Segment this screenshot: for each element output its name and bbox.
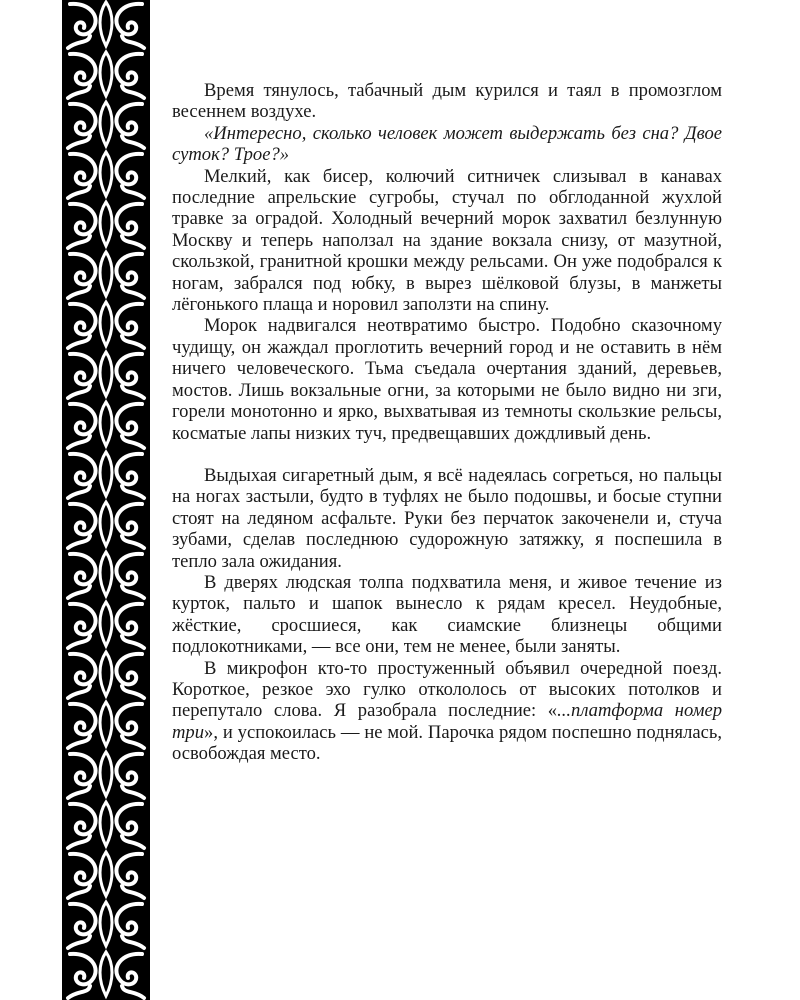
ornament-stroke — [100, 952, 112, 996]
ornament-stroke — [100, 352, 112, 396]
ornament-stroke — [100, 52, 112, 96]
ornament-stroke — [122, 786, 144, 798]
ornament-stroke — [122, 536, 144, 548]
ornament-stroke — [122, 836, 144, 848]
ornament-stroke — [116, 704, 142, 735]
ornament-stroke — [68, 486, 90, 498]
ornament-stroke — [100, 502, 112, 546]
ornament-stroke — [100, 202, 112, 246]
ornament-stroke — [100, 452, 112, 496]
ornament-stroke — [68, 86, 90, 98]
ornament-stroke — [116, 254, 142, 285]
ornament-stroke — [122, 286, 144, 298]
ornament-stroke — [68, 186, 90, 198]
ornament-stroke — [116, 104, 142, 135]
ornament-stroke — [70, 854, 96, 885]
ornament-stroke — [70, 704, 96, 735]
announcement-quote: ...платформа номер три — [172, 700, 723, 743]
paragraph: Выдыхая сигаретный дым, я всё надеялась согреться, но пальцы на ногах застыли, будто в туфлях не было подошвы, и босые ступни стоят на ледяном асфальте. Руки без перчаток закоченели и, стуча зубами, сделав последнюю судорожную затяжку, я поспешила в тепло зала ожидания. — [172, 464, 722, 572]
paragraph: Мелкий, как бисер, колючий ситничек слизывал в канавах последние апрельские сугробы, стучал по обглоданной жухлой травке за оградой. Холодный вечерний морок захватил безлунную Москву и теперь наползал на здание вокзала снизу, от мазутной, скользкой, гранитной крошки между рельсами. Он уже подобрался к ногам, забрался под юбку, в вырез шёлковой блузы, в манжеты лёгонького плаща и норовил заползти на спину. — [172, 165, 722, 316]
ornament-stroke — [122, 236, 144, 248]
ornament-stroke — [100, 2, 112, 46]
book-page-text — [172, 80, 722, 765]
ornament-stroke — [122, 686, 144, 698]
ornament-motif — [68, 902, 144, 948]
ornament-stroke — [68, 336, 90, 348]
ornament-motif — [68, 352, 144, 398]
ornament-stroke — [68, 586, 90, 598]
ornament-stroke — [70, 404, 96, 435]
ornament-stroke — [122, 486, 144, 498]
ornament-stroke — [116, 304, 142, 335]
paragraph: В дверях людская толпа подхватила меня, и живое течение из курток, пальто и шапок вынесло к рядам кресел. Неудобные, жёсткие, сросшиеся, как сиамские близнецы общими подлокотниками, — все они, тем не менее, были заняты. — [172, 571, 722, 658]
ornament-stroke — [70, 454, 96, 485]
ornament-stroke — [70, 954, 96, 985]
ornament-stroke — [68, 986, 90, 998]
ornament-motif — [68, 452, 144, 498]
ornament-motif — [68, 2, 144, 48]
ornament-stroke — [100, 102, 112, 146]
ornament-stroke — [70, 104, 96, 135]
section-break — [172, 444, 722, 465]
ornament-stroke — [100, 402, 112, 446]
ornament-motif — [68, 502, 144, 548]
ornament-stroke — [122, 736, 144, 748]
ornament-stroke — [70, 504, 96, 535]
ornament-stroke — [70, 304, 96, 335]
ornament-stroke — [70, 754, 96, 785]
ornament-stroke — [70, 604, 96, 635]
ornament-stroke — [100, 852, 112, 896]
ornament-stroke — [116, 204, 142, 235]
ornament-stroke — [68, 236, 90, 248]
ornament-stroke — [70, 154, 96, 185]
paragraph: Морок надвигался неотвратимо быстро. Подобно сказочному чудищу, он жаждал проглотить вечерний город и не оставить в нём ничего человеческого. Тьма съедала очертания зданий, деревьев, мостов. Лишь вокзальные огни, за которыми не было видно ни зги, горели монотонно и ярко, выхватывая из темноты скользкие рельсы, косматые лапы низких туч, предвещавших дождливый день. — [172, 315, 722, 444]
ornament-stroke — [122, 186, 144, 198]
ornament-motif — [68, 702, 144, 748]
ornament-stroke — [122, 336, 144, 348]
ornament-pattern — [62, 0, 150, 1000]
ornament-stroke — [68, 736, 90, 748]
ornament-stroke — [116, 554, 142, 585]
ornament-stroke — [116, 504, 142, 535]
ornament-stroke — [116, 4, 142, 35]
ornament-stroke — [68, 536, 90, 548]
decorative-border-ornament — [62, 0, 150, 1000]
ornament-stroke — [122, 386, 144, 398]
ornament-stroke — [70, 254, 96, 285]
ornament-stroke — [68, 786, 90, 798]
ornament-stroke — [70, 804, 96, 835]
ornament-motif — [68, 602, 144, 648]
ornament-stroke — [70, 554, 96, 585]
ornament-motif — [68, 152, 144, 198]
ornament-stroke — [68, 886, 90, 898]
ornament-stroke — [122, 86, 144, 98]
paragraph-italic-thought: «Интересно, сколько человек может выдержать без сна? Двое суток? Трое?» — [172, 122, 722, 166]
ornament-stroke — [100, 302, 112, 346]
ornament-stroke — [100, 252, 112, 296]
ornament-stroke — [116, 904, 142, 935]
ornament-stroke — [68, 636, 90, 648]
ornament-stroke — [68, 686, 90, 698]
ornament-stroke — [116, 954, 142, 985]
ornament-stroke — [100, 552, 112, 596]
ornament-stroke — [116, 154, 142, 185]
ornament-stroke — [68, 36, 90, 48]
ornament-stroke — [122, 586, 144, 598]
ornament-motif — [68, 302, 144, 348]
ornament-motif — [68, 252, 144, 298]
ornament-motif — [68, 552, 144, 598]
ornament-stroke — [100, 902, 112, 946]
ornament-stroke — [116, 454, 142, 485]
ornament-stroke — [100, 602, 112, 646]
ornament-stroke — [116, 754, 142, 785]
ornament-stroke — [68, 136, 90, 148]
ornament-stroke — [122, 436, 144, 448]
ornament-stroke — [100, 752, 112, 796]
ornament-stroke — [70, 204, 96, 235]
ornament-stroke — [116, 854, 142, 885]
ornament-stroke — [122, 986, 144, 998]
ornament-stroke — [68, 436, 90, 448]
ornament-motif — [68, 52, 144, 98]
ornament-stroke — [70, 654, 96, 685]
ornament-stroke — [100, 702, 112, 746]
ornament-stroke — [122, 636, 144, 648]
ornament-stroke — [122, 886, 144, 898]
ornament-stroke — [70, 904, 96, 935]
ornament-stroke — [122, 136, 144, 148]
ornament-motif — [68, 802, 144, 848]
ornament-stroke — [70, 354, 96, 385]
ornament-motif — [68, 652, 144, 698]
ornament-stroke — [68, 386, 90, 398]
paragraph: В микрофон кто-то простуженный объявил очередной поезд. Короткое, резкое эхо гулко откололось от высоких потолков и перепутало слова. Я разобрала последние: «...платформа номер три», и успокоилась — не мой. Парочка рядом поспешно поднялась, освобождая место. — [172, 657, 723, 765]
ornament-stroke — [100, 652, 112, 696]
paragraph: Время тянулось, табачный дым курился и таял в промозглом весеннем воздухе. — [172, 80, 722, 123]
ornament-stroke — [70, 4, 96, 35]
ornament-motif — [68, 852, 144, 898]
ornament-stroke — [116, 54, 142, 85]
ornament-stroke — [116, 654, 142, 685]
ornament-stroke — [68, 286, 90, 298]
ornament-stroke — [116, 804, 142, 835]
ornament-stroke — [116, 354, 142, 385]
ornament-stroke — [122, 936, 144, 948]
ornament-motif — [68, 202, 144, 248]
ornament-stroke — [100, 802, 112, 846]
ornament-stroke — [122, 36, 144, 48]
ornament-motif — [68, 402, 144, 448]
ornament-stroke — [116, 604, 142, 635]
ornament-motif — [68, 752, 144, 798]
ornament-stroke — [116, 404, 142, 435]
ornament-motif — [68, 952, 144, 998]
ornament-motif — [68, 102, 144, 148]
ornament-stroke — [70, 54, 96, 85]
ornament-stroke — [100, 152, 112, 196]
ornament-stroke — [68, 936, 90, 948]
ornament-stroke — [68, 836, 90, 848]
